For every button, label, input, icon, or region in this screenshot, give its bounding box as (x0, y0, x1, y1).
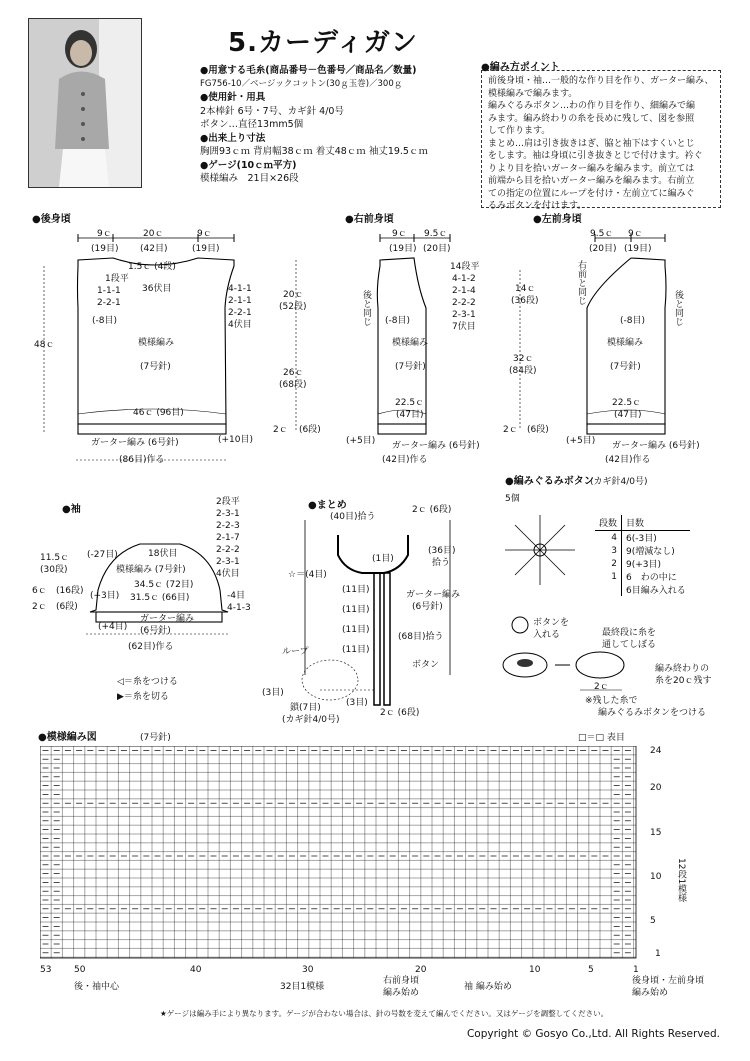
needles-text: 2本棒針 6号・7号、カギ針 4/0号 (200, 105, 344, 117)
fin-loop: ループ (282, 647, 309, 657)
rf-neck-5: 2-3-1 (452, 310, 476, 320)
button-dim: 2ｃ (594, 682, 609, 692)
back-height: 48ｃ (34, 340, 55, 350)
lf-width: 22.5ｃ (612, 398, 642, 408)
step1b: 入れる (533, 630, 561, 640)
row-5: 5 (650, 916, 656, 926)
point-line: 模様編みで編みます。 (488, 88, 578, 99)
button-table (595, 515, 690, 596)
back-minus8: (-8目) (92, 316, 117, 326)
right-front-heading: ●右前身頃 (345, 214, 394, 225)
table-row (595, 583, 690, 596)
row-10: 10 (650, 872, 662, 882)
fin-st11-d: (11目) (342, 645, 370, 655)
button-stitch-diagram (495, 505, 585, 595)
gauge-heading: ●ゲージ(10ｃｍ平方) (200, 159, 297, 171)
step3: 編み終わりの (655, 664, 710, 674)
sleeve-cap-h: 11.5ｃ (40, 553, 70, 563)
button-table-head (595, 515, 690, 531)
front-neck-rows: (36段) (511, 296, 539, 306)
sleeve-pattern: 模様編み (7号針) (116, 565, 186, 575)
sleeve-inc: 4-1-3 (227, 603, 251, 613)
sleeve-h6: 6ｃ (32, 586, 47, 596)
rf-needle: (7号針) (395, 362, 426, 372)
back-neck-depth: 1.5ｃ (4段) (128, 262, 176, 272)
lf-width-sts: (47目) (614, 410, 642, 420)
sleeve-dec-4: 2-1-7 (216, 533, 240, 543)
sleeve-bind18: 18伏目 (148, 549, 178, 559)
button-note1: ※残した糸で (585, 696, 638, 706)
table-cell: 9(+3目) (626, 560, 662, 570)
table-cell: 1 (595, 570, 622, 583)
sleeve-dec-5: 2-2-2 (216, 545, 240, 555)
col-40: 40 (190, 965, 202, 975)
needles-heading: ●使用針・用具 (200, 92, 266, 103)
materials-block (200, 64, 428, 186)
fin-st11-a: (11目) (342, 585, 370, 595)
fin-neck-rows: 2ｃ (6段) (412, 505, 452, 515)
rf-neck-4: 2-2-2 (452, 298, 476, 308)
back-garter: ガーター編み (6号針) (91, 438, 179, 448)
back-pattern: 模様編み (138, 338, 175, 348)
table-row (595, 570, 690, 583)
sleeve-plus4: (+4目) (98, 622, 128, 632)
rf-neck-6: 7伏目 (452, 322, 476, 332)
footnote: ★ゲージは編み手により異なります。ゲージが合わない場合は、針の号数を変えて編んでください。又はゲージを調整してください。 (160, 1009, 609, 1018)
col-1: 1 (633, 965, 639, 975)
left-front-heading: ●左前身頃 (533, 214, 582, 225)
col-5: 5 (588, 965, 594, 975)
yarn-text: FG756-10／ベージックコットン(30ｇ玉巻)／300ｇ (200, 78, 403, 89)
fin-pick36b: 拾う (432, 558, 451, 568)
model-photo (28, 18, 142, 188)
col-20: 20 (415, 965, 427, 975)
body-height: 26ｃ (283, 368, 304, 378)
step1: ボタンを (533, 618, 570, 628)
chart-needle: (7号針) (140, 733, 171, 743)
sleeve-cap-rows: (30段) (40, 565, 68, 575)
back-neck-bind: 36伏目 (142, 284, 172, 294)
rf-neck-3: 2-1-4 (452, 286, 476, 296)
point-line: みます。編み終わりの糸を長めに残して、図を参照 (488, 113, 695, 124)
fin-garter: ガーター編み (406, 590, 461, 600)
lf-same-back: 後と同じ (673, 290, 683, 326)
back-sts-left: (19目) (91, 244, 119, 254)
finishing-diagram (300, 515, 460, 715)
gauge-text: 模様編み 21目×26段 (200, 173, 299, 184)
buttons-text: ボタン…直径13mm5個 (200, 119, 304, 130)
yarn-heading: ●用意する毛糸(商品番号－色番号／商品名／数量) (200, 65, 417, 76)
rf-neck-2: 4-1-2 (452, 274, 476, 284)
chart-rf: 右前身頃 (383, 976, 420, 986)
back-left-dec-1: 1段平 (105, 274, 129, 284)
rf-sts-2: (20目) (423, 244, 451, 254)
row-1: 1 (655, 949, 661, 959)
chart-center: 後・袖中心 (74, 982, 120, 992)
rf-pattern: 模様編み (392, 338, 429, 348)
sleeve-dec-7: 4伏目 (216, 569, 240, 579)
back-heading: ●後身頃 (32, 214, 71, 225)
chart-sleeve-start: 袖 編み始め (464, 982, 512, 992)
back-needle: (7号針) (140, 362, 171, 372)
row-20: 20 (650, 783, 662, 793)
lf-needle: (7号針) (610, 362, 641, 372)
table-cell: 9(増減なし) (626, 547, 675, 557)
point-line: まとめ…肩は引き抜きはぎ、脇と袖下はすくいとじ (488, 138, 695, 149)
col-53: 53 (40, 965, 52, 975)
back-left-dec-2: 1-1-1 (97, 286, 121, 296)
row-15: 15 (650, 828, 662, 838)
sleeve-w315: 31.5ｃ (66目) (130, 593, 190, 603)
lf-pattern: 模様編み (607, 338, 644, 348)
button-count: 5個 (505, 494, 520, 504)
col-30: 30 (302, 965, 314, 975)
lf-minus8: (-8目) (620, 316, 645, 326)
sleeve-rows16: (16段) (56, 586, 84, 596)
sleeve-plus3: (+3目) (90, 591, 120, 601)
front-neck-height: 14ｃ (515, 284, 536, 294)
point-line: 前端から目を拾いガーター編みを編みます。右前立 (488, 176, 695, 186)
page-title: 5.カーディガン (228, 28, 418, 58)
lf-dim-1: 9.5ｃ (590, 229, 614, 239)
back-width: 46ｃ (96目) (133, 408, 184, 418)
lf-garter: ガーター編み (6号針) (612, 441, 700, 451)
back-dim-left: 9ｃ (97, 229, 112, 239)
point-line: ての指定の位置にループを付け・左前立てに編みぐ (488, 188, 695, 199)
copyright: Copyright © Gosyo Co.,Ltd. All Rights Reserved. (466, 1028, 720, 1040)
button-heading: ●編みぐるみボタン (505, 476, 594, 487)
fin-neck-pick: (40目)拾う (330, 512, 376, 522)
point-line: りより目を拾いガーター編みを編みます。前立ては (488, 163, 695, 174)
button-hook: (カギ針4/0号) (590, 477, 648, 487)
lf-same-right: 右前と同じ (576, 260, 586, 305)
back-plus10: (+10目) (218, 435, 254, 445)
fin-loop-st3: (3目) (262, 688, 284, 698)
rf-minus8: (-8目) (385, 316, 410, 326)
lf-sts-1: (20目) (589, 244, 617, 254)
back-cast-on: (86目)作る (119, 455, 165, 465)
lf-sts-2: (19目) (624, 244, 652, 254)
step2b: 通してしぼる (602, 640, 657, 650)
chart-heading: ●模様編み図 (38, 732, 97, 743)
rf-neck-1: 14段平 (450, 262, 480, 272)
sleeve-rows6: (6段) (56, 602, 78, 612)
button-note2: 編みぐるみボタンをつける (598, 708, 707, 718)
fin-garter-needle: (6号針) (412, 602, 443, 612)
finishing-heading: ●まとめ (308, 500, 347, 511)
hem-rows: (6段) (299, 425, 321, 435)
point-line: 編みぐるみボタン…わの作り目を作り、細編みで編 (488, 101, 696, 111)
sleeve-minus4: -4目 (227, 591, 245, 601)
table-cell: 3 (595, 544, 622, 557)
table-row (595, 531, 690, 545)
lf-plus5: (+5目) (566, 436, 596, 446)
back-dim-right: 9ｃ (197, 229, 212, 239)
fin-pick68: (68目)拾う (398, 632, 444, 642)
rf-width: 22.5ｃ (395, 398, 425, 408)
chart-legend: □＝□ 表目 (578, 733, 625, 743)
armhole-rows: (52段) (279, 302, 307, 312)
front-body-height: 32ｃ (513, 354, 534, 364)
front-hem-height: 2ｃ (503, 425, 518, 435)
back-left-dec-3: 2-2-1 (97, 298, 121, 308)
chart-lb-b: 編み始め (632, 988, 669, 998)
fin-band: 2ｃ (6段) (380, 708, 420, 718)
table-cell: 2 (595, 557, 622, 570)
points-box (481, 70, 721, 211)
rf-dim-1: 9ｃ (392, 229, 407, 239)
sleeve-heading: ●袖 (62, 504, 81, 515)
back-right-dec-2: 2-1-1 (228, 296, 252, 306)
lf-cast-on: (42目)作る (605, 455, 651, 465)
front-hem-rows: (6段) (527, 425, 549, 435)
point-line: して作ります。 (488, 126, 551, 136)
sleeve-garter: ガーター編み (140, 614, 195, 624)
armhole-height: 20ｃ (283, 290, 304, 300)
body-rows: (68段) (279, 380, 307, 390)
rf-dim-2: 9.5ｃ (424, 229, 448, 239)
point-line: るみボタンを付けます。 (488, 201, 587, 211)
size-heading: ●出来上り寸法 (200, 132, 266, 144)
points-heading: ●編み方ポイント (481, 62, 560, 73)
sleeve-garter-needle: (6号針) (140, 626, 171, 636)
table-row (595, 557, 690, 570)
sleeve-dec-2: 2-3-1 (216, 509, 240, 519)
rf-same-back: 後と同じ (361, 290, 371, 326)
back-sts-right: (19目) (192, 244, 220, 254)
back-right-dec-4: 4伏目 (228, 320, 252, 330)
table-cell (595, 583, 622, 596)
fin-hook: (カギ針4/0号) (282, 715, 340, 725)
back-dim-center: 20ｃ (143, 229, 164, 239)
rf-garter: ガーター編み (6号針) (392, 441, 480, 451)
back-right-dec-3: 2-2-1 (228, 308, 252, 318)
step3b: 糸を20ｃ残す (655, 676, 712, 686)
fin-st4: ☆＝(4目) (288, 570, 327, 580)
point-line: 前後身頃・袖…一般的な作り目を作り、ガーター編み、 (488, 76, 714, 86)
back-right-dec-1: 4-1-1 (228, 284, 252, 294)
col-50: 50 (74, 965, 86, 975)
sleeve-dec-3: 2-2-3 (216, 521, 240, 531)
fin-st11-c: (11目) (342, 625, 370, 635)
sleeve-dec-1: 2段平 (216, 497, 240, 507)
sleeve-dec-6: 2-3-1 (216, 557, 240, 567)
sleeve-minus27: (-27目) (87, 550, 118, 560)
fin-chain: 鎖(7目) (290, 703, 321, 713)
step2: 最終段に糸を (602, 628, 657, 638)
size-text: 胸囲93ｃｍ 背肩幅38ｃｍ 着丈48ｃｍ 袖丈19.5ｃｍ (200, 146, 428, 157)
sleeve-h2: 2ｃ (32, 602, 47, 612)
chart-lb: 後身頃・左前身頃 (632, 976, 705, 986)
chart-repeat: 32目1模様 (280, 982, 325, 992)
rf-sts-1: (19目) (389, 244, 417, 254)
legend-cut: ▶＝糸を切る (117, 692, 169, 702)
front-body-rows: (84段) (509, 366, 537, 376)
table-head-rows: 段数 (595, 515, 622, 531)
table-head-sts: 目数 (622, 515, 690, 531)
rf-cast-on: (42目)作る (382, 455, 428, 465)
fin-st3: (3目) (346, 698, 368, 708)
rf-width-sts: (47目) (396, 410, 424, 420)
chart-rf-b: 編み始め (383, 988, 420, 998)
point-line: をします。袖は身頃に引き抜きとじで付けます。衿ぐ (488, 151, 703, 161)
lf-dim-2: 9ｃ (628, 229, 643, 239)
sleeve-w345: 34.5ｃ (72目) (134, 580, 194, 590)
table-cell: 6(-3目) (626, 534, 657, 544)
legend-join: ◁＝糸をつける (117, 677, 178, 687)
hem-height: 2ｃ (273, 425, 288, 435)
chart-side: 12段1模様 (676, 858, 686, 903)
stitch-chart (40, 746, 650, 961)
row-24: 24 (650, 746, 662, 756)
fin-st1: (1目) (372, 554, 394, 564)
fin-st11-b: (11目) (342, 605, 370, 615)
fin-button: ボタン (412, 660, 440, 670)
table-cell: 6 わの中に (626, 573, 677, 583)
table-cell: 4 (595, 531, 622, 545)
rf-plus5: (+5目) (346, 436, 376, 446)
back-sts-center: (42目) (140, 244, 168, 254)
sleeve-cast-on: (62目)作る (128, 642, 174, 652)
fin-pick36: (36目) (428, 546, 456, 556)
mid-dim-line (288, 260, 304, 435)
table-row (595, 544, 690, 557)
table-cell: 6目編み入れる (626, 586, 686, 596)
col-10: 10 (529, 965, 541, 975)
